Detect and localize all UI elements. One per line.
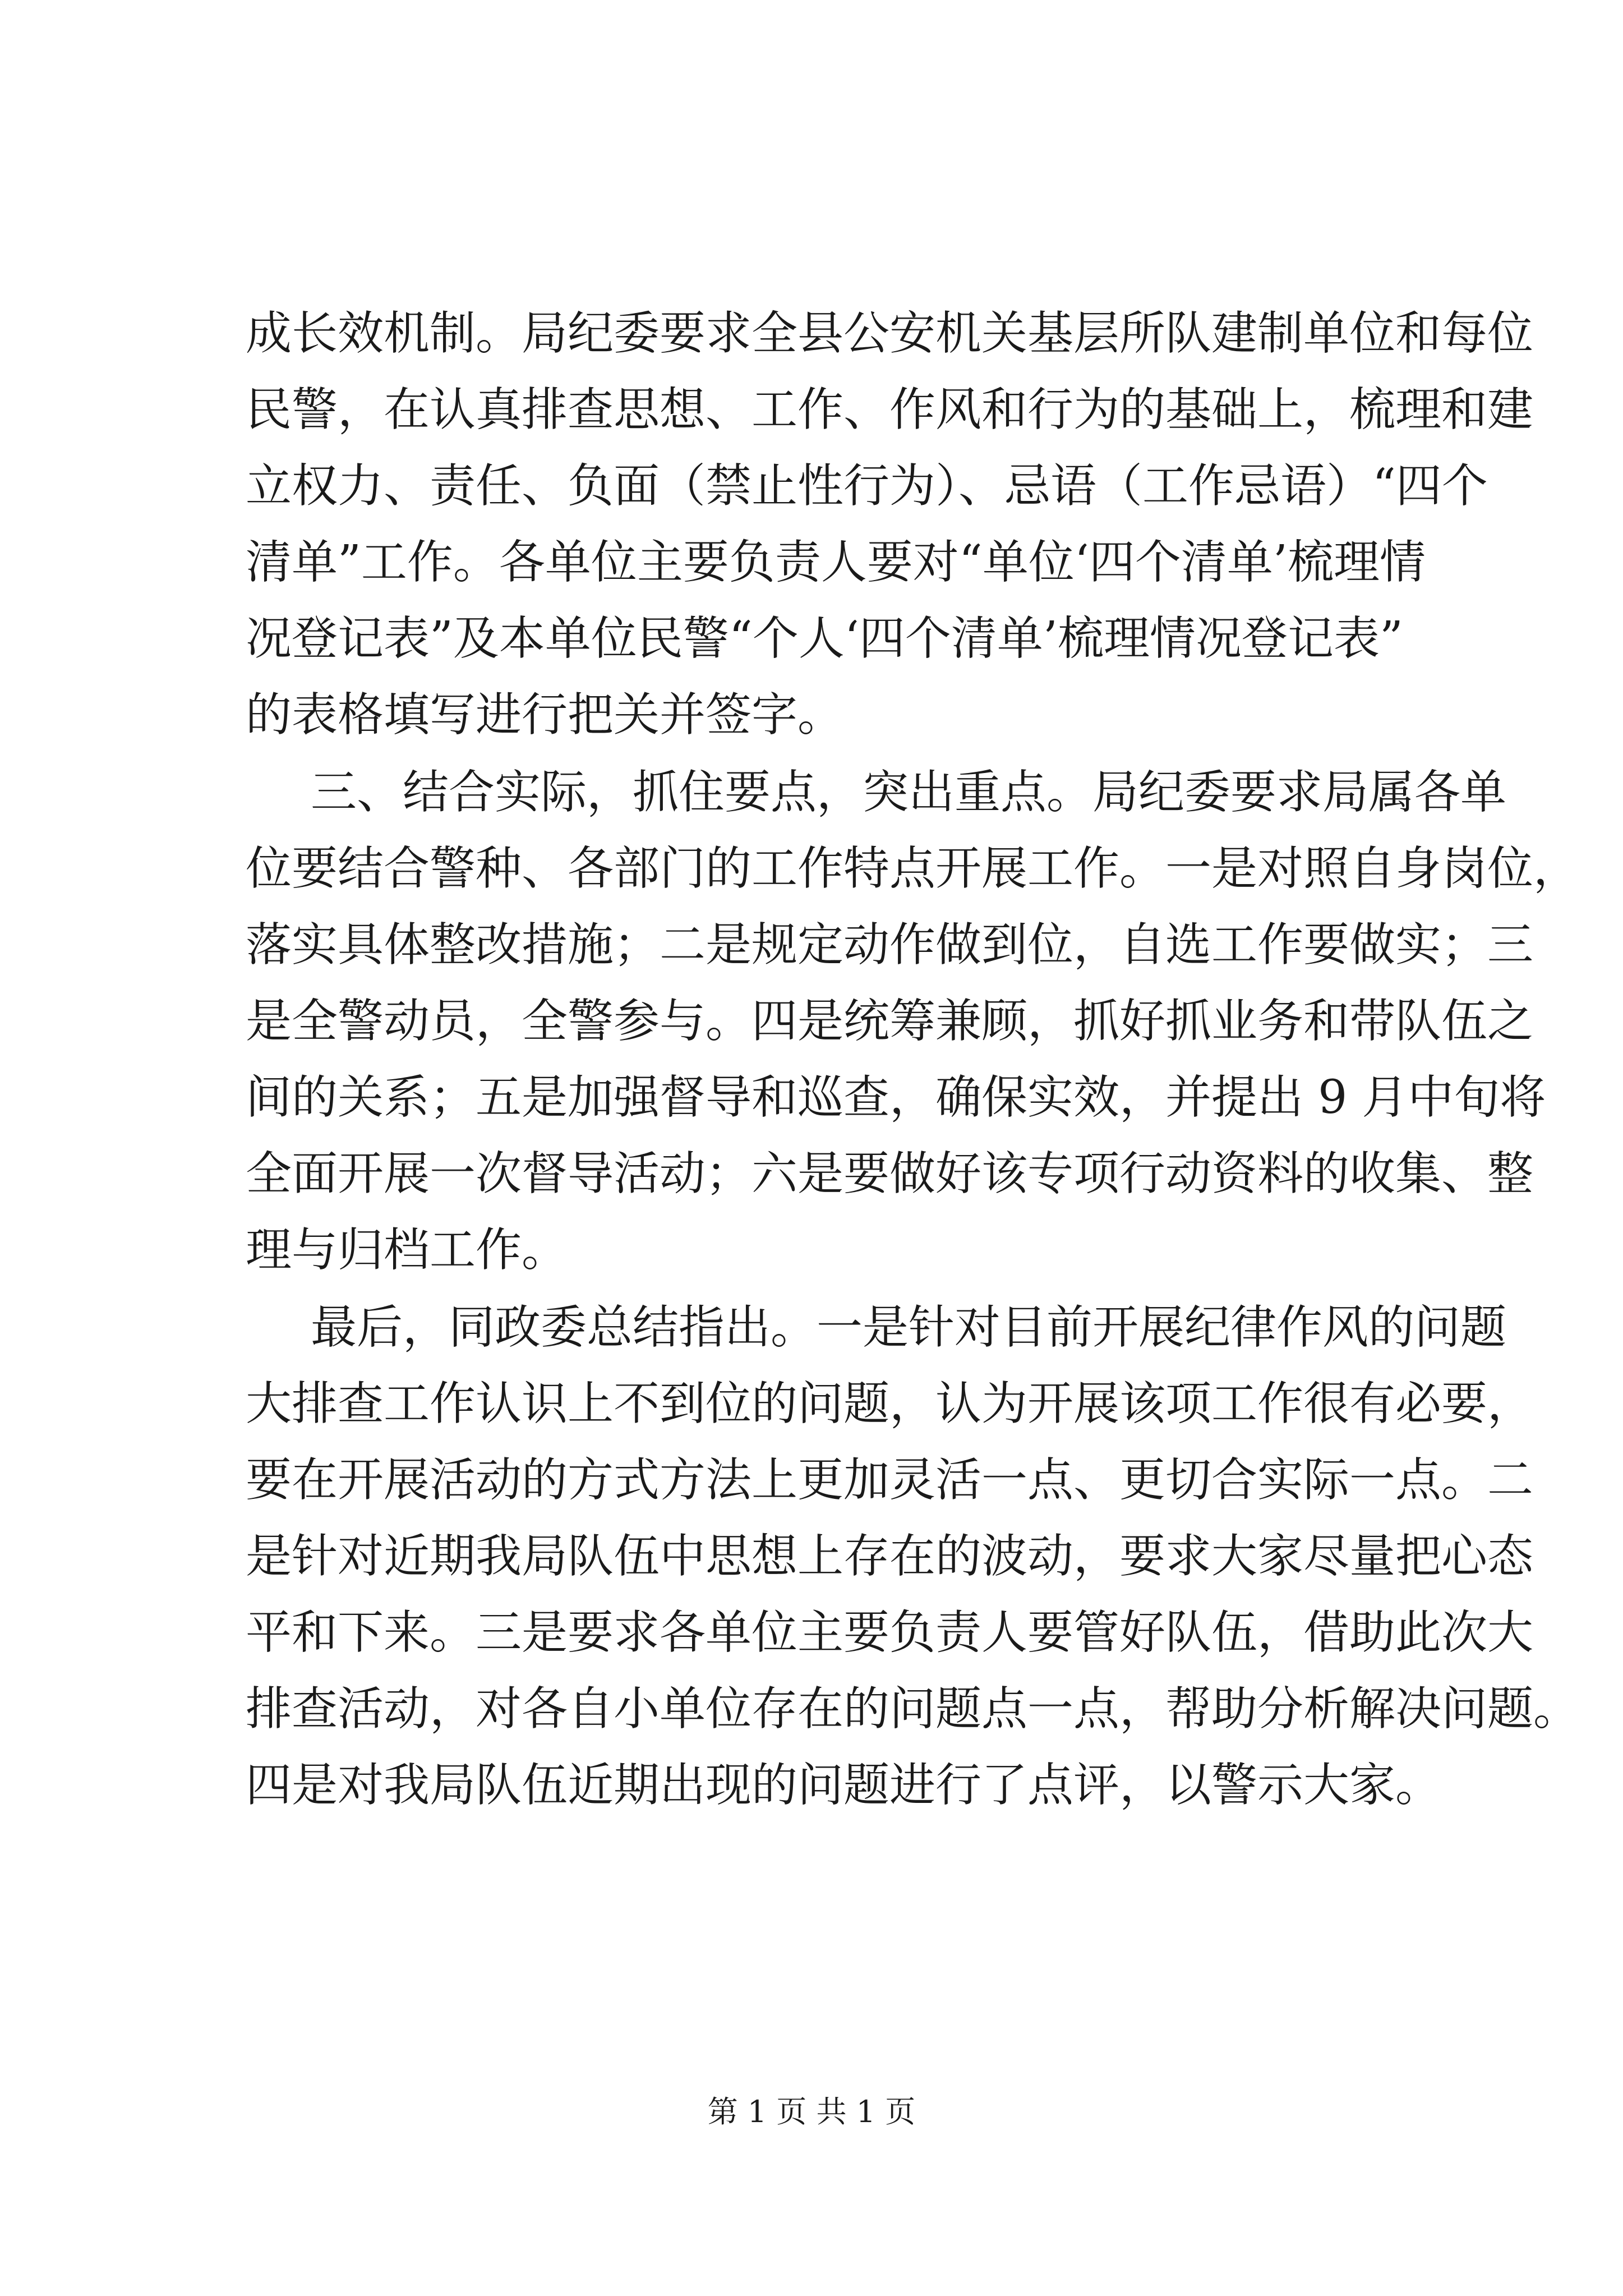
text-line: 的表格填写进行把关并签字。 xyxy=(246,688,844,742)
text-line: 落实具体整改措施；二是规定动作做到位，自选工作要做实；三 xyxy=(246,918,1534,972)
text-line: 排查活动，对各自小单位存在的问题点一点，帮助分析解决问题。 xyxy=(246,1682,1580,1736)
text-line: 况登记表”及本单位民警“个人‘四个清单’梳理情况登记表” xyxy=(246,612,1403,665)
text-line: 是全警动员，全警参与。四是统筹兼顾，抓好抓业务和带队伍之 xyxy=(246,995,1534,1048)
text-line: 要在开展活动的方式方法上更加灵活一点、更切合实际一点。二 xyxy=(246,1453,1534,1507)
text-line: 平和下来。三是要求各单位主要负责人要管好队伍，借助此次大 xyxy=(246,1606,1534,1659)
text-line: 民警，在认真排查思想、工作、作风和行为的基础上，梳理和建 xyxy=(246,383,1534,436)
text-line: 成长效机制。局纪委要求全县公安机关基层所队建制单位和每位 xyxy=(246,307,1534,360)
text-line: 间的关系；五是加强督导和巡查，确保实效，并提出 9 月中旬将 xyxy=(246,1071,1546,1124)
text-line: 四是对我局队伍近期出现的问题进行了点评，以警示大家。 xyxy=(246,1759,1442,1812)
text-line: 最后，同政委总结指出。一是针对目前开展纪律作风的问题 xyxy=(311,1301,1507,1354)
text-line: 清单”工作。各单位主要负责人要对“单位‘四个清单’梳理情 xyxy=(246,536,1426,589)
text-line: 大排查工作认识上不到位的问题，认为开展该项工作很有必要， xyxy=(246,1377,1534,1430)
page-number-footer: 第 1 页 共 1 页 xyxy=(707,2094,916,2129)
text-line: 立权力、责任、负面（禁止性行为）、忌语（工作忌语）“四个 xyxy=(246,459,1488,513)
text-line: 理与归档工作。 xyxy=(246,1223,568,1277)
text-line: 位要结合警种、各部门的工作特点开展工作。一是对照自身岗位， xyxy=(246,842,1580,895)
text-line: 全面开展一次督导活动；六是要做好该专项行动资料的收集、整 xyxy=(246,1147,1534,1200)
text-line: 三、结合实际，抓住要点，突出重点。局纪委要求局属各单 xyxy=(311,766,1507,819)
text-line: 是针对近期我局队伍中思想上存在的波动，要求大家尽量把心态 xyxy=(246,1530,1534,1583)
